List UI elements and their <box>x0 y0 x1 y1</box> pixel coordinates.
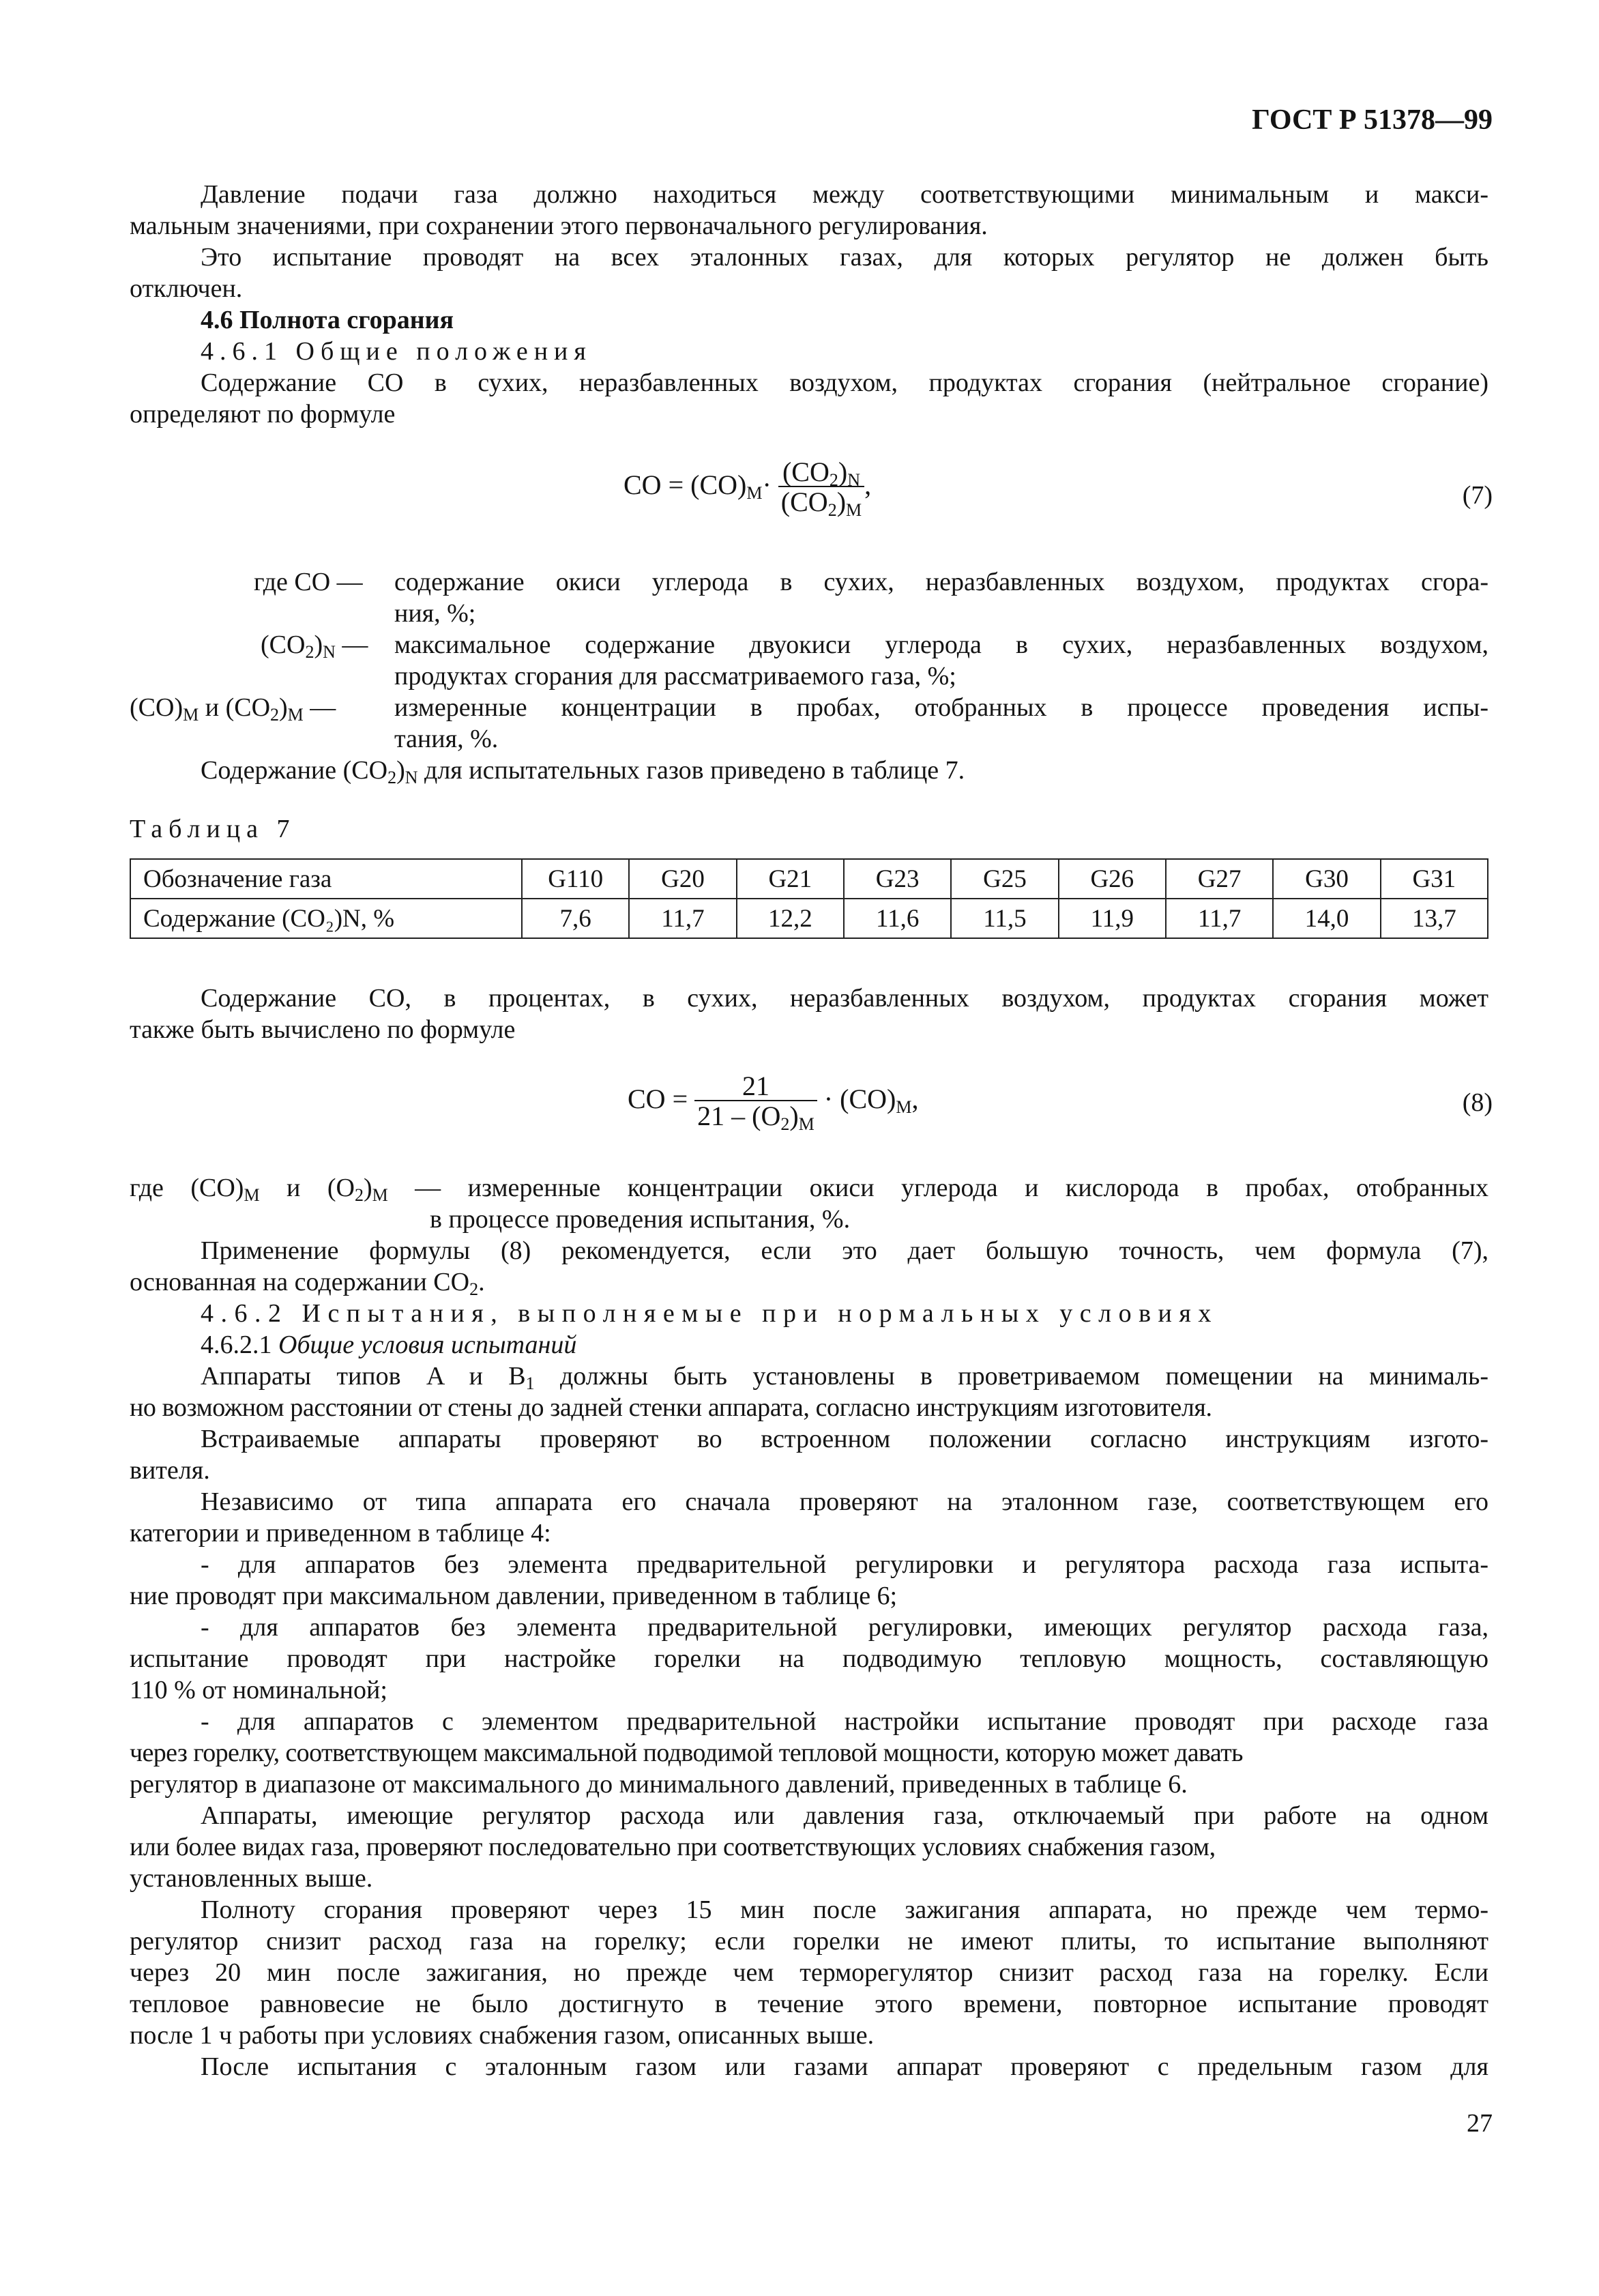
table-cell: 7,6 <box>522 899 629 938</box>
section-4-6-title: 4.6 Полнота сгорания <box>201 306 454 334</box>
list-item-d-line-1: - для аппаратов без элемента предварительной регулировки и регулятора расхода газа испыта- <box>201 1550 1488 1579</box>
where-co2n-desc-1: максимальное содержание двуокиси углерода в сухих, неразбавленных воздухом, <box>394 630 1488 659</box>
table-cell: 11,5 <box>951 899 1058 938</box>
paragraph-g-line-2: или более видах газа, проверяют последовательно при соответствующих условиях снабжения газом, <box>130 1833 1216 1861</box>
where-co2n-term: $(CO_2)_N$ — <box>261 630 368 662</box>
table-cell: G110 <box>522 859 629 899</box>
where-measured-desc-1: измеренные концентрации в пробах, отобранных в процессе проведения испы- <box>394 693 1488 722</box>
paragraph-h-line-4: тепловое равновесие не было достигнуто в течение этого времени, повторное испытание проводят <box>130 1990 1488 2018</box>
section-4-6-2-1-title: 4.6.2.1 Общие условия испытаний <box>201 1331 577 1359</box>
paragraph-c-line-1: Независимо от типа аппарата его сначала проверяют на эталонном газе, соответствующем его <box>201 1487 1488 1516</box>
list-item-e-line-2: испытание проводят при настройке горелки на подводимую тепловую мощность, составляющую <box>130 1644 1488 1673</box>
standard-header: ГОСТ Р 51378—99 <box>1252 104 1493 136</box>
table-cell: Обозначение газа <box>130 859 522 899</box>
list-item-d-line-2: ние проводят при максимальном давлении, приведенном в таблице 6; <box>130 1582 898 1610</box>
table-cell: G20 <box>629 859 736 899</box>
paragraph-co-percent-line-1: Содержание CO, в процентах, в сухих, неразбавленных воздухом, продуктах сгорания может <box>201 984 1488 1013</box>
where-co2n-desc-2: продуктах сгорания для рассматриваемого газа, %; <box>394 662 956 691</box>
table-cell: G23 <box>844 859 951 899</box>
intro-line-1: Давление подачи газа должно находиться между соответствующими минимальным и макси- <box>201 180 1488 209</box>
formula-application-line-1: Применение формулы (8) рекомендуется, если это дает большую точность, чем формула (7), <box>201 1236 1488 1265</box>
paragraph-g-line-3: установленных выше. <box>130 1864 373 1893</box>
where-8-line-2: в процессе проведения испытания, %. <box>430 1205 851 1234</box>
table-cell: G27 <box>1166 859 1273 899</box>
table-cell: G26 <box>1059 859 1166 899</box>
list-item-f-line-2: через горелку, соответствующем максимальной подводимой тепловой мощности, которую может давать <box>130 1739 1243 1767</box>
table-cell: 11,6 <box>844 899 951 938</box>
formula-7-fraction: $\frac{(CO_2)_N}{(CO_2)_M}$ <box>778 459 864 517</box>
table-7-caption: Таблица 7 <box>130 815 296 843</box>
section-4-6-2-title: 4.6.2 Испытания, выполняемые при нормальных условиях <box>201 1299 1218 1328</box>
paragraph-co-percent-line-2: также быть вычислено по формуле <box>130 1015 516 1044</box>
table-cell: 12,2 <box>737 899 844 938</box>
paragraph-co-line-1: Содержание CO в сухих, неразбавленных воздухом, продуктах сгорания (нейтральное сгорание) <box>201 368 1488 397</box>
paragraph-co-line-2: определяют по формуле <box>130 400 396 428</box>
table-cell: G25 <box>951 859 1058 899</box>
intro-line-4: отключен. <box>130 274 243 303</box>
table-row <box>130 899 1488 938</box>
page-number: 27 <box>1467 2109 1493 2138</box>
paragraph-a-line-2: но возможном расстоянии от стены до задней стенки аппарата, согласно инструкциям изготовителя. <box>130 1393 1212 1422</box>
table-row <box>130 859 1488 899</box>
paragraph-b-line-1: Встраиваемые аппараты проверяют во встроенном положении согласно инструкциям изгото- <box>201 1425 1488 1453</box>
intro-line-3: Это испытание проводят на всех эталонных газах, для которых регулятор не должен быть <box>201 243 1488 272</box>
paragraph-b-line-2: вителя. <box>130 1456 210 1485</box>
table-cell: Содержание (CO₂)N, % <box>130 899 522 938</box>
paragraph-c-line-2: категории и приведенном в таблице 4: <box>130 1519 551 1547</box>
table-cell: 14,0 <box>1273 899 1380 938</box>
formula-7: CO = $(CO)_M\cdot$ $\frac{(CO_2)_N}{(CO_2)_M}$ , <box>624 456 872 520</box>
where-measured-desc-2: тания, %. <box>394 725 499 753</box>
where-co-desc-2: ния, %; <box>394 599 476 628</box>
table-cell: 11,9 <box>1059 899 1166 938</box>
table-cell: 11,7 <box>1166 899 1273 938</box>
table-cell: G31 <box>1381 859 1488 899</box>
where-8-line-1: где $(CO)_M$ и $(O_2)_M$ — измеренные концентрации окиси углерода и кислорода в пробах, отобранных <box>130 1174 1488 1205</box>
formula-8-fraction: $\frac{21}{21 - (O_2)_M}$ <box>694 1073 817 1131</box>
paragraph-h-line-2: регулятор снизит расход газа на горелку; если горелки не имеют плиты, то испытание выполняют <box>130 1927 1488 1956</box>
paragraph-g-line-1: Аппараты, имеющие регулятор расхода или давления газа, отключаемый при работе на одном <box>201 1801 1488 1830</box>
list-item-e-line-1: - для аппаратов без элемента предварительной регулировки, имеющих регулятор расхода газа, <box>201 1613 1488 1642</box>
list-item-e-line-3: 110 % от номинальной; <box>130 1676 387 1704</box>
paragraph-h-line-1: Полноту сгорания проверяют через 15 мин после зажигания аппарата, но прежде чем термо- <box>201 1895 1488 1924</box>
formula-8: CO = $\frac{21}{21 - (O_2)_M}$ · $(CO)_M$, <box>628 1071 919 1134</box>
where-co-desc-1: содержание окиси углерода в сухих, неразбавленных воздухом, продуктах сгора- <box>394 568 1488 596</box>
intro-line-2: мальным значениями, при сохранении этого первоначального регулирования. <box>130 212 988 240</box>
paragraph-h-line-3: через 20 мин после зажигания, но прежде чем терморегулятор снизит расход газа на горелку. Если <box>130 1958 1488 1987</box>
where-co-term: где CO — <box>254 568 363 596</box>
formula-7-number: (7) <box>1462 481 1493 510</box>
paragraph-a-line-1: Аппараты типов A и $B_1$ должны быть установлены в проветриваемом помещении на минималь- <box>201 1362 1488 1393</box>
table-cell: G21 <box>737 859 844 899</box>
list-item-f-line-1: - для аппаратов с элементом предварительной настройки испытание проводят при расходе газа <box>201 1707 1488 1736</box>
table-cell: 11,7 <box>629 899 736 938</box>
list-item-f-line-3: регулятор в диапазоне от максимального до минимального давлений, приведенных в таблице 6. <box>130 1770 1188 1799</box>
section-4-6-1-title: 4.6.1 Общие положения <box>201 337 592 366</box>
table-cell: 13,7 <box>1381 899 1488 938</box>
formula-application-line-2: основанная на содержании $CO_2$. <box>130 1268 485 1299</box>
formula-8-number: (8) <box>1462 1088 1493 1117</box>
table-7-reference: Содержание $(CO_2)_N$ для испытательных газов приведено в таблице 7. <box>201 756 965 787</box>
table-cell: G30 <box>1273 859 1380 899</box>
paragraph-i-line-1: После испытания с эталонным газом или газами аппарат проверяют с предельным газом для <box>201 2052 1488 2081</box>
paragraph-h-line-5: после 1 ч работы при условиях снабжения газом, описанных выше. <box>130 2021 875 2050</box>
where-measured-term: $(CO)_M$ и $(CO_2)_M$ — <box>130 693 336 725</box>
table-7 <box>130 858 1488 939</box>
